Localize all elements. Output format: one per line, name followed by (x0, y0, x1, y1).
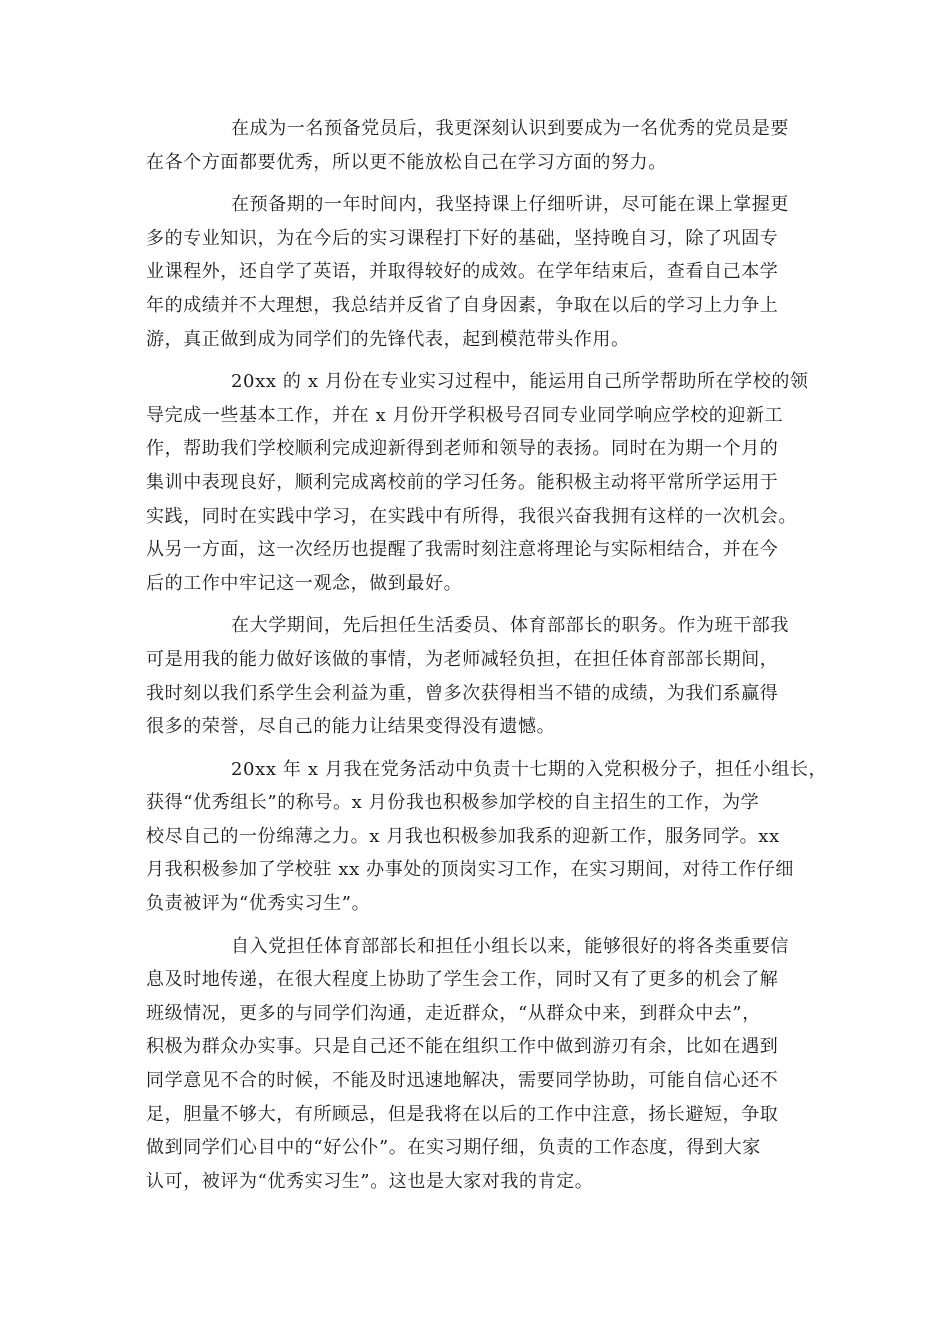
text-line: 实践，同时在实践中学习，在实践中有所得，我很兴奋我拥有这样的一次机会。 (146, 505, 797, 527)
text-line: 足，胆量不够大，有所顾忌，但是我将在以后的工作中注意，扬长避短，争取 (146, 1103, 779, 1125)
paragraph-5 (146, 753, 828, 921)
text-line: 做到同学们心目中的“好公仆”。在实习期仔细，负责的工作态度，得到大家 (146, 1137, 761, 1159)
text-line: 校尽自己的一份绵薄之力。x 月我也积极参加我系的迎新工作，服务同学。xx (146, 825, 780, 847)
text-line: 息及时地传递，在很大程度上协助了学生会工作，同时又有了更多的机会了解 (146, 969, 779, 991)
paragraph-6 (146, 930, 804, 1199)
text-line: 负责被评为“优秀实习生”。 (146, 893, 371, 915)
text-line: 在预备期的一年时间内，我坚持课上仔细听讲，尽可能在课上掌握更 (231, 194, 789, 216)
text-line: 多的专业知识，为在今后的实习课程打下好的基础，坚持晚自习，除了巩固专 (146, 227, 779, 249)
text-line: 在成为一名预备党员后，我更深刻认识到要成为一名优秀的党员是要 (231, 118, 789, 139)
text-line: 我时刻以我们系学生会利益为重，曾多次获得相当不错的成绩，为我们系赢得 (146, 682, 779, 704)
text-line: 同学意见不合的时候，不能及时迅速地解决，需要同学协助，可能自信心还不 (146, 1070, 779, 1092)
text-line: 积极为群众办实事。只是自己还不能在组织工作中做到游刃有余，比如在遇到 (146, 1036, 779, 1058)
paragraph-1 (146, 112, 804, 179)
paragraph-3 (146, 365, 809, 600)
paragraph-2 (146, 188, 804, 356)
text-line: 作，帮助我们学校顺利完成迎新得到老师和领导的表扬。同时在为期一个月的 (146, 438, 779, 460)
text-line: 业课程外，还自学了英语，并取得较好的成效。在学年结束后，查看自己本学 (146, 261, 779, 283)
text-line: 在大学期间，先后担任生活委员、体育部部长的职务。作为班干部我 (231, 615, 789, 637)
document-body (146, 112, 828, 1207)
text-line: 自入党担任体育部部长和担任小组长以来，能够很好的将各类重要信 (231, 935, 789, 957)
text-line: 后的工作中牢记这一观念，做到最好。 (146, 572, 463, 594)
text-line: 20xx 年 x 月我在党务活动中负责十七期的入党积极分子，担任小组长， (231, 758, 828, 780)
text-line: 导完成一些基本工作，并在 x 月份开学积极号召同专业同学响应学校的迎新工 (146, 404, 784, 426)
text-line: 月我积极参加了学校驻 xx 办事处的顶岗实习工作，在实习期间，对待工作仔细 (146, 859, 794, 881)
text-line: 很多的荣誉，尽自己的能力让结果变得没有遗憾。 (146, 716, 556, 738)
text-line: 获得“优秀组长”的称号。x 月份我也积极参加学校的自主招生的工作，为学 (146, 792, 760, 814)
text-line: 班级情况，更多的与同学们沟通，走近群众，“从群众中来，到群众中去”， (146, 1002, 761, 1024)
text-line: 可是用我的能力做好该做的事情，为老师减轻负担，在担任体育部部长期间， (146, 648, 779, 670)
paragraph-4 (146, 609, 804, 743)
text-line: 从另一方面，这一次经历也提醒了我需时刻注意将理论与实际相结合，并在今 (146, 539, 779, 561)
text-line: 认可，被评为“优秀实习生”。这也是大家对我的肯定。 (146, 1170, 594, 1192)
text-line: 在各个方面都要优秀，所以更不能放松自己在学习方面的努力。 (146, 151, 667, 173)
text-line: 集训中表现良好，顺利完成离校前的学习任务。能积极主动将平常所学运用于 (146, 471, 779, 493)
text-line: 游，真正做到成为同学们的先锋代表，起到模范带头作用。 (146, 328, 630, 350)
text-line: 年的成绩并不大理想，我总结并反省了自身因素，争取在以后的学习上力争上 (146, 294, 779, 316)
text-line: 20xx 的 x 月份在专业实习过程中，能运用自己所学帮助所在学校的领 (231, 371, 809, 393)
